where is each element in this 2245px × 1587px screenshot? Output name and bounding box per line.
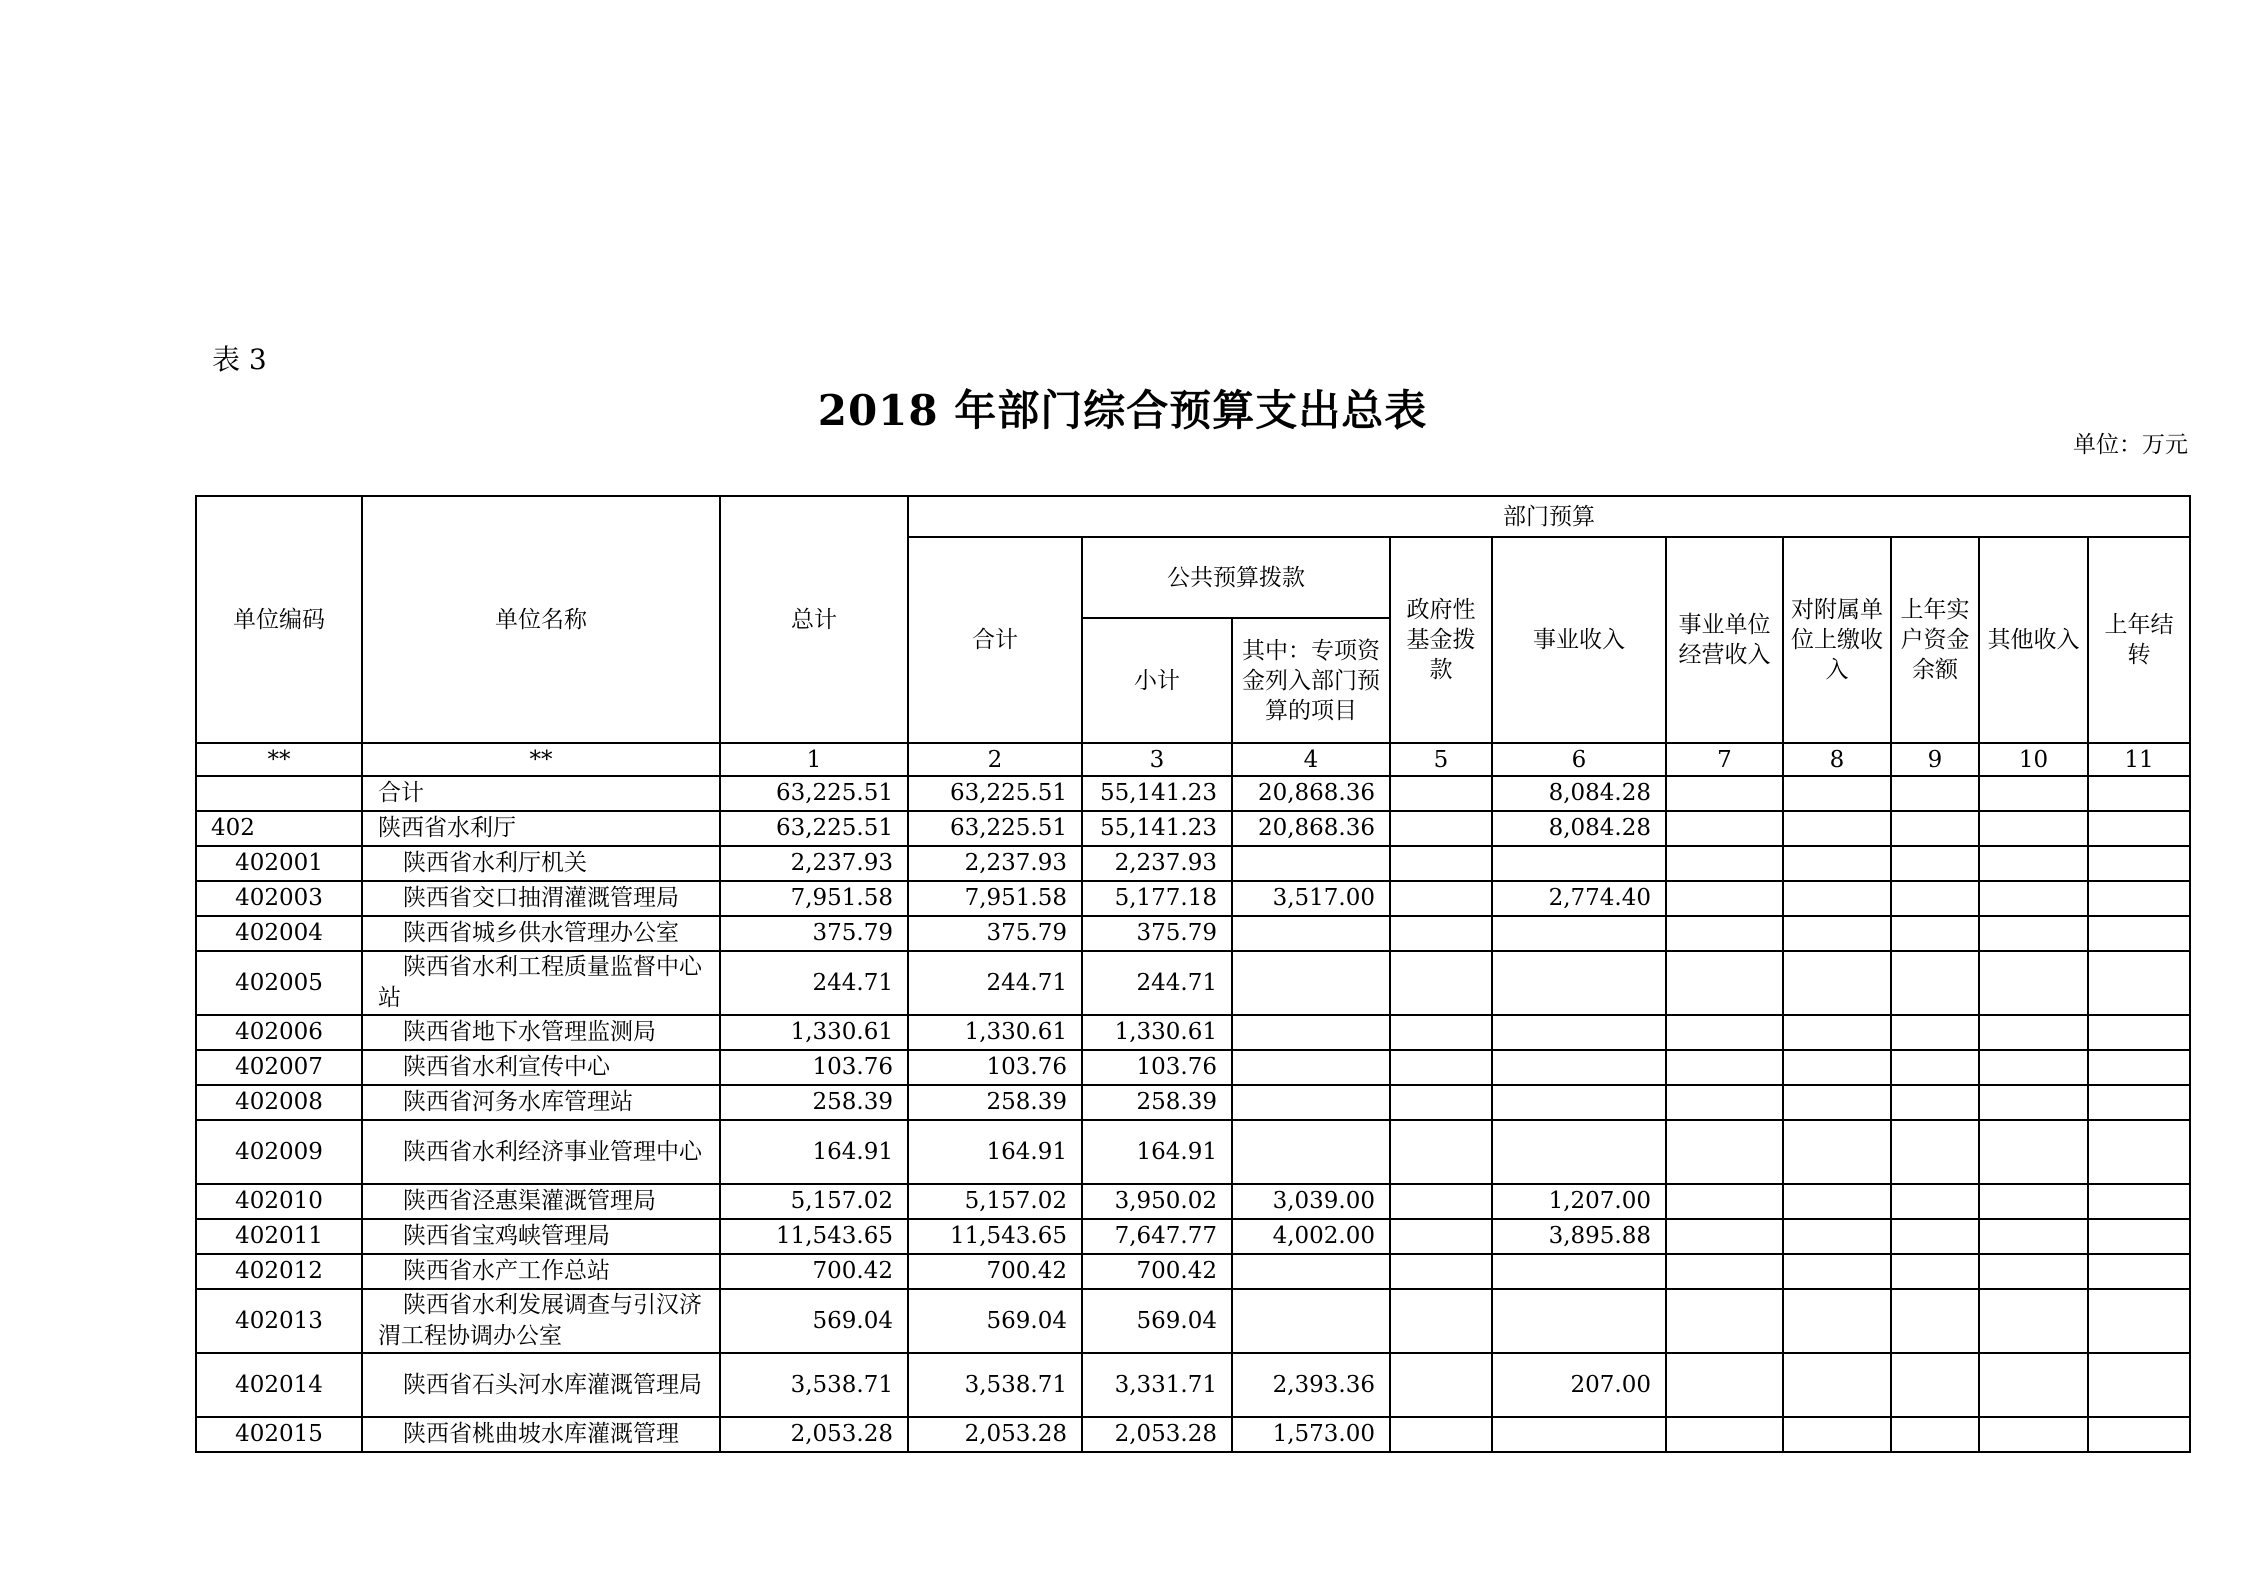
index-cell: 10 (1979, 743, 2088, 776)
operating-cell (1666, 1050, 1783, 1085)
special-cell: 20,868.36 (1232, 776, 1390, 811)
table-tag: 表 3 (212, 343, 267, 376)
carry-cell (2088, 1050, 2190, 1085)
affiliated-cell (1783, 1184, 1891, 1219)
gov-cell (1390, 1219, 1492, 1254)
other-cell (1979, 1219, 2088, 1254)
other-cell (1979, 1353, 2088, 1417)
total-cell: 2,237.93 (720, 846, 908, 881)
gov-cell (1390, 846, 1492, 881)
gov-cell (1390, 1417, 1492, 1452)
total-cell: 7,951.58 (720, 881, 908, 916)
special-cell: 20,868.36 (1232, 811, 1390, 846)
table-row (196, 811, 2190, 846)
balance-cell (1891, 776, 1979, 811)
header-dept-budget: 部门预算 (908, 496, 2190, 537)
special-cell (1232, 846, 1390, 881)
subtotal-cell: 2,053.28 (1082, 1417, 1232, 1452)
other-cell (1979, 1050, 2088, 1085)
carry-cell (2088, 916, 2190, 951)
business-cell (1492, 1015, 1666, 1050)
carry-cell (2088, 1120, 2190, 1184)
unit-name-cell: 陕西省水利厅机关 (362, 846, 720, 881)
header-carryover: 上年结转 (2088, 537, 2190, 743)
sum-cell: 1,330.61 (908, 1015, 1082, 1050)
table-row (196, 951, 2190, 1015)
unit-code-cell: 402001 (196, 846, 362, 881)
balance-cell (1891, 881, 1979, 916)
sum-cell: 103.76 (908, 1050, 1082, 1085)
other-cell (1979, 1417, 2088, 1452)
index-row (196, 743, 2190, 776)
business-cell: 1,207.00 (1492, 1184, 1666, 1219)
operating-cell (1666, 951, 1783, 1015)
business-cell (1492, 846, 1666, 881)
affiliated-cell (1783, 1085, 1891, 1120)
unit-name-cell: 陕西省石头河水库灌溉管理局 (362, 1353, 720, 1417)
table-row (196, 1254, 2190, 1289)
sum-cell: 700.42 (908, 1254, 1082, 1289)
special-cell: 1,573.00 (1232, 1417, 1390, 1452)
carry-cell (2088, 1417, 2190, 1452)
table-row (196, 1184, 2190, 1219)
carry-cell (2088, 1085, 2190, 1120)
index-cell: 4 (1232, 743, 1390, 776)
special-cell (1232, 1120, 1390, 1184)
business-cell (1492, 1417, 1666, 1452)
sum-cell: 3,538.71 (908, 1353, 1082, 1417)
balance-cell (1891, 1289, 1979, 1353)
subtotal-cell: 1,330.61 (1082, 1015, 1232, 1050)
affiliated-cell (1783, 916, 1891, 951)
header-business-income: 事业收入 (1492, 537, 1666, 743)
unit-code-cell (196, 776, 362, 811)
other-cell (1979, 1289, 2088, 1353)
unit-name-cell: 陕西省水利工程质量监督中心站 (362, 951, 720, 1015)
total-cell: 2,053.28 (720, 1417, 908, 1452)
business-cell (1492, 1050, 1666, 1085)
subtotal-cell: 3,331.71 (1082, 1353, 1232, 1417)
unit-name-cell: 陕西省水利宣传中心 (362, 1050, 720, 1085)
carry-cell (2088, 881, 2190, 916)
special-cell (1232, 1085, 1390, 1120)
sum-cell: 11,543.65 (908, 1219, 1082, 1254)
table-body (196, 776, 2190, 1452)
total-cell: 1,330.61 (720, 1015, 908, 1050)
business-cell (1492, 916, 1666, 951)
affiliated-cell (1783, 1015, 1891, 1050)
special-cell: 4,002.00 (1232, 1219, 1390, 1254)
business-cell (1492, 1254, 1666, 1289)
affiliated-cell (1783, 951, 1891, 1015)
subtotal-cell: 3,950.02 (1082, 1184, 1232, 1219)
header-total: 总计 (720, 496, 908, 743)
subtotal-cell: 5,177.18 (1082, 881, 1232, 916)
unit-code-cell: 402004 (196, 916, 362, 951)
balance-cell (1891, 1219, 1979, 1254)
business-cell: 207.00 (1492, 1353, 1666, 1417)
subtotal-cell: 55,141.23 (1082, 811, 1232, 846)
carry-cell (2088, 1353, 2190, 1417)
special-cell (1232, 1050, 1390, 1085)
operating-cell (1666, 916, 1783, 951)
carry-cell (2088, 846, 2190, 881)
gov-cell (1390, 1120, 1492, 1184)
carry-cell (2088, 811, 2190, 846)
index-cell: 5 (1390, 743, 1492, 776)
other-cell (1979, 811, 2088, 846)
total-cell: 103.76 (720, 1050, 908, 1085)
gov-cell (1390, 1184, 1492, 1219)
table-row (196, 881, 2190, 916)
carry-cell (2088, 1254, 2190, 1289)
carry-cell (2088, 1015, 2190, 1050)
gov-cell (1390, 1353, 1492, 1417)
balance-cell (1891, 846, 1979, 881)
table-row (196, 776, 2190, 811)
gov-cell (1390, 1289, 1492, 1353)
subtotal-cell: 258.39 (1082, 1085, 1232, 1120)
total-cell: 700.42 (720, 1254, 908, 1289)
index-cell: 3 (1082, 743, 1232, 776)
unit-code-cell: 402007 (196, 1050, 362, 1085)
balance-cell (1891, 1417, 1979, 1452)
balance-cell (1891, 811, 1979, 846)
gov-cell (1390, 951, 1492, 1015)
total-cell: 63,225.51 (720, 776, 908, 811)
header-subtotal: 小计 (1082, 618, 1232, 743)
table-row (196, 1015, 2190, 1050)
balance-cell (1891, 1254, 1979, 1289)
balance-cell (1891, 1050, 1979, 1085)
other-cell (1979, 1184, 2088, 1219)
special-cell: 3,039.00 (1232, 1184, 1390, 1219)
index-cell: 9 (1891, 743, 1979, 776)
index-cell: 2 (908, 743, 1082, 776)
gov-cell (1390, 916, 1492, 951)
table-row (196, 1085, 2190, 1120)
unit-code-cell: 402009 (196, 1120, 362, 1184)
other-cell (1979, 881, 2088, 916)
operating-cell (1666, 1184, 1783, 1219)
sum-cell: 63,225.51 (908, 811, 1082, 846)
operating-cell (1666, 1085, 1783, 1120)
unit-name-cell: 陕西省城乡供水管理办公室 (362, 916, 720, 951)
unit-name-cell: 合计 (362, 776, 720, 811)
carry-cell (2088, 1219, 2190, 1254)
affiliated-cell (1783, 1353, 1891, 1417)
unit-name-cell: 陕西省水利厅 (362, 811, 720, 846)
total-cell: 5,157.02 (720, 1184, 908, 1219)
other-cell (1979, 951, 2088, 1015)
unit-label: 单位：万元 (2073, 432, 2188, 458)
operating-cell (1666, 881, 1783, 916)
balance-cell (1891, 1353, 1979, 1417)
unit-code-cell: 402015 (196, 1417, 362, 1452)
header-public-budget: 公共预算拨款 (1082, 537, 1390, 618)
balance-cell (1891, 916, 1979, 951)
business-cell (1492, 1289, 1666, 1353)
header-special-funds: 其中：专项资金列入部门预算的项目 (1232, 618, 1390, 743)
special-cell (1232, 951, 1390, 1015)
special-cell (1232, 1015, 1390, 1050)
gov-cell (1390, 881, 1492, 916)
index-cell: 1 (720, 743, 908, 776)
affiliated-cell (1783, 881, 1891, 916)
carry-cell (2088, 1184, 2190, 1219)
business-cell (1492, 951, 1666, 1015)
table-row (196, 1050, 2190, 1085)
business-cell: 2,774.40 (1492, 881, 1666, 916)
affiliated-cell (1783, 1219, 1891, 1254)
subtotal-cell: 55,141.23 (1082, 776, 1232, 811)
sum-cell: 164.91 (908, 1120, 1082, 1184)
balance-cell (1891, 1085, 1979, 1120)
table-row (196, 846, 2190, 881)
other-cell (1979, 1085, 2088, 1120)
sum-cell: 375.79 (908, 916, 1082, 951)
special-cell: 3,517.00 (1232, 881, 1390, 916)
index-cell: 11 (2088, 743, 2190, 776)
header-subtotal-all: 合计 (908, 537, 1082, 743)
unit-code-cell: 402 (196, 811, 362, 846)
sum-cell: 5,157.02 (908, 1184, 1082, 1219)
table-row (196, 1289, 2190, 1353)
page-title: 2018 年部门综合预算支出总表 (817, 386, 1428, 435)
gov-cell (1390, 776, 1492, 811)
affiliated-cell (1783, 776, 1891, 811)
index-cell: 7 (1666, 743, 1783, 776)
sum-cell: 2,237.93 (908, 846, 1082, 881)
unit-code-cell: 402011 (196, 1219, 362, 1254)
affiliated-cell (1783, 1120, 1891, 1184)
unit-name-cell: 陕西省桃曲坡水库灌溉管理 (362, 1417, 720, 1452)
affiliated-cell (1783, 1417, 1891, 1452)
other-cell (1979, 1120, 2088, 1184)
sum-cell: 2,053.28 (908, 1417, 1082, 1452)
unit-name-cell: 陕西省泾惠渠灌溉管理局 (362, 1184, 720, 1219)
unit-code-cell: 402014 (196, 1353, 362, 1417)
sum-cell: 258.39 (908, 1085, 1082, 1120)
subtotal-cell: 244.71 (1082, 951, 1232, 1015)
unit-name-cell: 陕西省地下水管理监测局 (362, 1015, 720, 1050)
gov-cell (1390, 1050, 1492, 1085)
operating-cell (1666, 1015, 1783, 1050)
other-cell (1979, 846, 2088, 881)
balance-cell (1891, 1015, 1979, 1050)
subtotal-cell: 7,647.77 (1082, 1219, 1232, 1254)
affiliated-cell (1783, 811, 1891, 846)
carry-cell (2088, 1289, 2190, 1353)
index-cell: 8 (1783, 743, 1891, 776)
unit-code-cell: 402010 (196, 1184, 362, 1219)
table-row (196, 1417, 2190, 1452)
unit-name-cell: 陕西省水利发展调查与引汉济渭工程协调办公室 (362, 1289, 720, 1353)
gov-cell (1390, 1015, 1492, 1050)
total-cell: 244.71 (720, 951, 908, 1015)
unit-code-cell: 402012 (196, 1254, 362, 1289)
unit-code-cell: 402005 (196, 951, 362, 1015)
special-cell: 2,393.36 (1232, 1353, 1390, 1417)
carry-cell (2088, 951, 2190, 1015)
other-cell (1979, 776, 2088, 811)
header-code: 单位编码 (196, 496, 362, 743)
header-last-year-balance: 上年实户资金余额 (1891, 537, 1979, 743)
affiliated-cell (1783, 1050, 1891, 1085)
operating-cell (1666, 811, 1783, 846)
sum-cell: 569.04 (908, 1289, 1082, 1353)
business-cell: 8,084.28 (1492, 811, 1666, 846)
operating-cell (1666, 1289, 1783, 1353)
subtotal-cell: 375.79 (1082, 916, 1232, 951)
gov-cell (1390, 1085, 1492, 1120)
operating-cell (1666, 1254, 1783, 1289)
unit-name-cell: 陕西省河务水库管理站 (362, 1085, 720, 1120)
special-cell (1232, 916, 1390, 951)
unit-code-cell: 402003 (196, 881, 362, 916)
operating-cell (1666, 1120, 1783, 1184)
total-cell: 63,225.51 (720, 811, 908, 846)
operating-cell (1666, 1219, 1783, 1254)
sum-cell: 7,951.58 (908, 881, 1082, 916)
business-cell: 8,084.28 (1492, 776, 1666, 811)
budget-table (195, 495, 2191, 1453)
business-cell: 3,895.88 (1492, 1219, 1666, 1254)
affiliated-cell (1783, 846, 1891, 881)
total-cell: 3,538.71 (720, 1353, 908, 1417)
index-cell: ** (196, 743, 362, 776)
subtotal-cell: 2,237.93 (1082, 846, 1232, 881)
unit-name-cell: 陕西省水利经济事业管理中心 (362, 1120, 720, 1184)
header-operating-income: 事业单位经营收入 (1666, 537, 1783, 743)
operating-cell (1666, 1417, 1783, 1452)
subtotal-cell: 164.91 (1082, 1120, 1232, 1184)
affiliated-cell (1783, 1254, 1891, 1289)
affiliated-cell (1783, 1289, 1891, 1353)
other-cell (1979, 1015, 2088, 1050)
operating-cell (1666, 776, 1783, 811)
special-cell (1232, 1254, 1390, 1289)
unit-code-cell: 402008 (196, 1085, 362, 1120)
total-cell: 164.91 (720, 1120, 908, 1184)
gov-cell (1390, 1254, 1492, 1289)
business-cell (1492, 1120, 1666, 1184)
unit-code-cell: 402013 (196, 1289, 362, 1353)
subtotal-cell: 700.42 (1082, 1254, 1232, 1289)
balance-cell (1891, 1120, 1979, 1184)
unit-name-cell: 陕西省交口抽渭灌溉管理局 (362, 881, 720, 916)
operating-cell (1666, 846, 1783, 881)
table-row (196, 916, 2190, 951)
header-affiliated-income: 对附属单位上缴收入 (1783, 537, 1891, 743)
table-row (196, 1120, 2190, 1184)
header-name: 单位名称 (362, 496, 720, 743)
sum-cell: 63,225.51 (908, 776, 1082, 811)
business-cell (1492, 1085, 1666, 1120)
special-cell (1232, 1289, 1390, 1353)
other-cell (1979, 916, 2088, 951)
gov-cell (1390, 811, 1492, 846)
total-cell: 258.39 (720, 1085, 908, 1120)
balance-cell (1891, 951, 1979, 1015)
balance-cell (1891, 1184, 1979, 1219)
operating-cell (1666, 1353, 1783, 1417)
carry-cell (2088, 776, 2190, 811)
unit-code-cell: 402006 (196, 1015, 362, 1050)
header-gov-fund: 政府性基金拨款 (1390, 537, 1492, 743)
subtotal-cell: 103.76 (1082, 1050, 1232, 1085)
sum-cell: 244.71 (908, 951, 1082, 1015)
other-cell (1979, 1254, 2088, 1289)
table-row (196, 1353, 2190, 1417)
total-cell: 375.79 (720, 916, 908, 951)
total-cell: 569.04 (720, 1289, 908, 1353)
table-row (196, 1219, 2190, 1254)
subtotal-cell: 569.04 (1082, 1289, 1232, 1353)
total-cell: 11,543.65 (720, 1219, 908, 1254)
table-header (196, 496, 2190, 776)
unit-name-cell: 陕西省宝鸡峡管理局 (362, 1219, 720, 1254)
unit-name-cell: 陕西省水产工作总站 (362, 1254, 720, 1289)
header-other-income: 其他收入 (1979, 537, 2088, 743)
index-cell: 6 (1492, 743, 1666, 776)
index-cell: ** (362, 743, 720, 776)
